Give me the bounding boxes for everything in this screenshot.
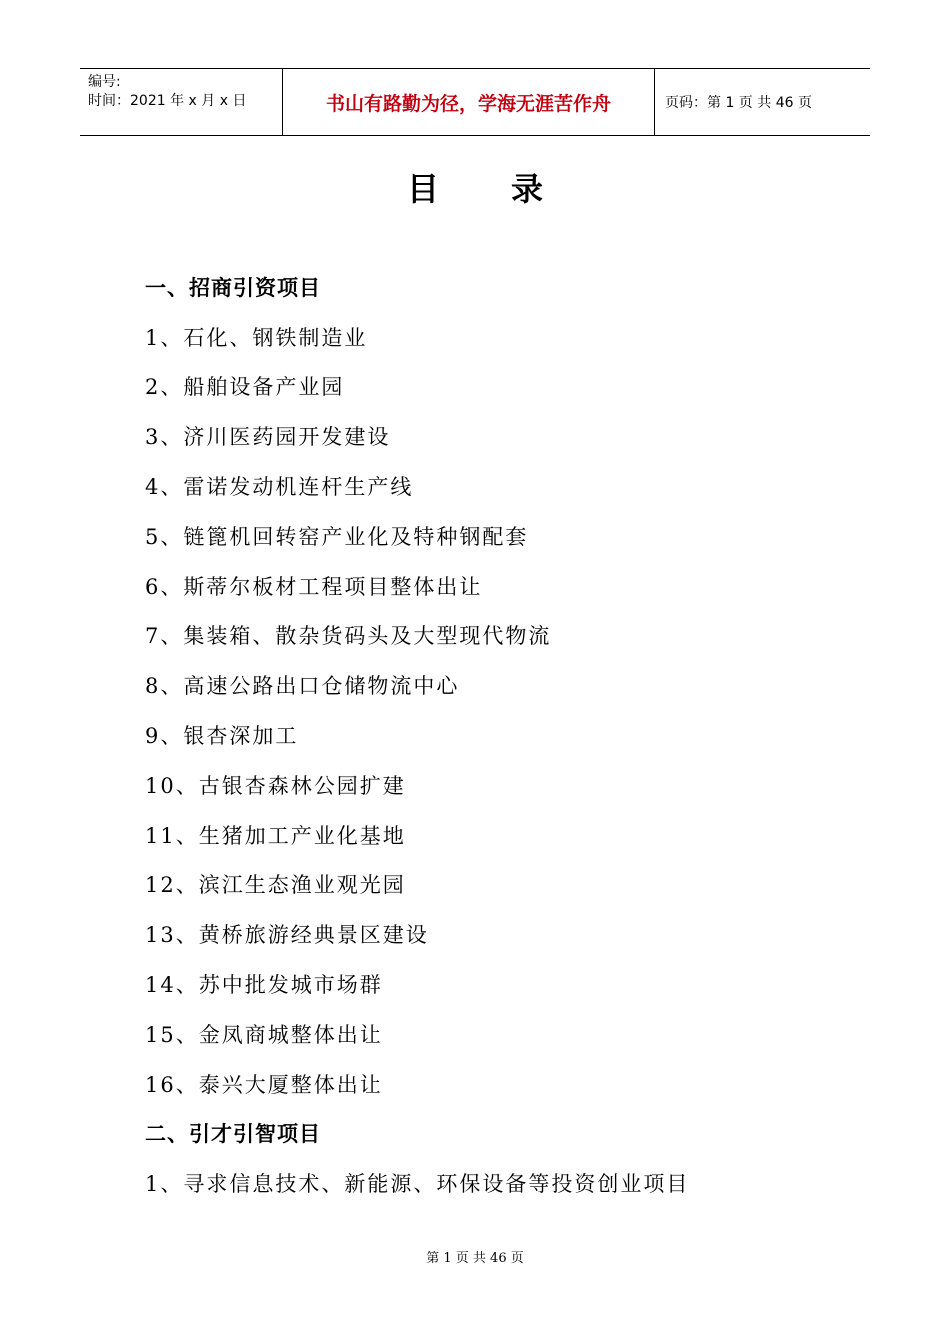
header-page-info: 页码：第 1 页 共 46 页 — [665, 95, 812, 111]
toc-item: 13、黄桥旅游经典景区建设 — [145, 923, 429, 948]
toc-section-heading: 二、引才引智项目 — [145, 1122, 321, 1147]
header-motto: 书山有路勤为径，学海无涯苦作舟 — [282, 69, 655, 135]
page-title: 目录 — [406, 170, 615, 208]
doc-number-label: 编号: — [88, 74, 121, 90]
toc-item: 11、生猪加工产业化基地 — [145, 823, 406, 848]
doc-time-label: 时间：2021 年 x 月 x 日 — [88, 93, 247, 109]
page-footer: 第 1 页 共 46 页 — [426, 1251, 524, 1266]
toc-item: 3、济川医药园开发建设 — [145, 425, 391, 450]
toc-item: 10、古银杏森林公园扩建 — [145, 773, 406, 798]
page-header — [80, 68, 870, 136]
toc-item: 1、寻求信息技术、新能源、环保设备等投资创业项目 — [145, 1172, 690, 1197]
toc-item: 5、链篦机回转窑产业化及特种钢配套 — [145, 524, 529, 549]
toc-item: 6、斯蒂尔板材工程项目整体出让 — [145, 574, 483, 599]
toc-item: 1、石化、钢铁制造业 — [145, 325, 368, 350]
toc-item: 8、高速公路出口仓储物流中心 — [145, 674, 460, 699]
toc-item: 12、滨江生态渔业观光园 — [145, 873, 406, 898]
table-of-contents — [145, 262, 865, 1208]
toc-item: 16、泰兴大厦整体出让 — [145, 1072, 383, 1097]
header-meta — [80, 69, 282, 135]
toc-item: 9、银杏深加工 — [145, 724, 299, 749]
toc-item: 2、船舶设备产业园 — [145, 375, 345, 400]
toc-item: 7、集装箱、散杂货码头及大型现代物流 — [145, 624, 552, 649]
toc-item: 4、雷诺发动机连杆生产线 — [145, 475, 414, 500]
toc-section-heading: 一、招商引资项目 — [145, 275, 321, 300]
toc-item: 14、苏中批发城市场群 — [145, 973, 383, 998]
toc-item: 15、金凤商城整体出让 — [145, 1022, 383, 1047]
